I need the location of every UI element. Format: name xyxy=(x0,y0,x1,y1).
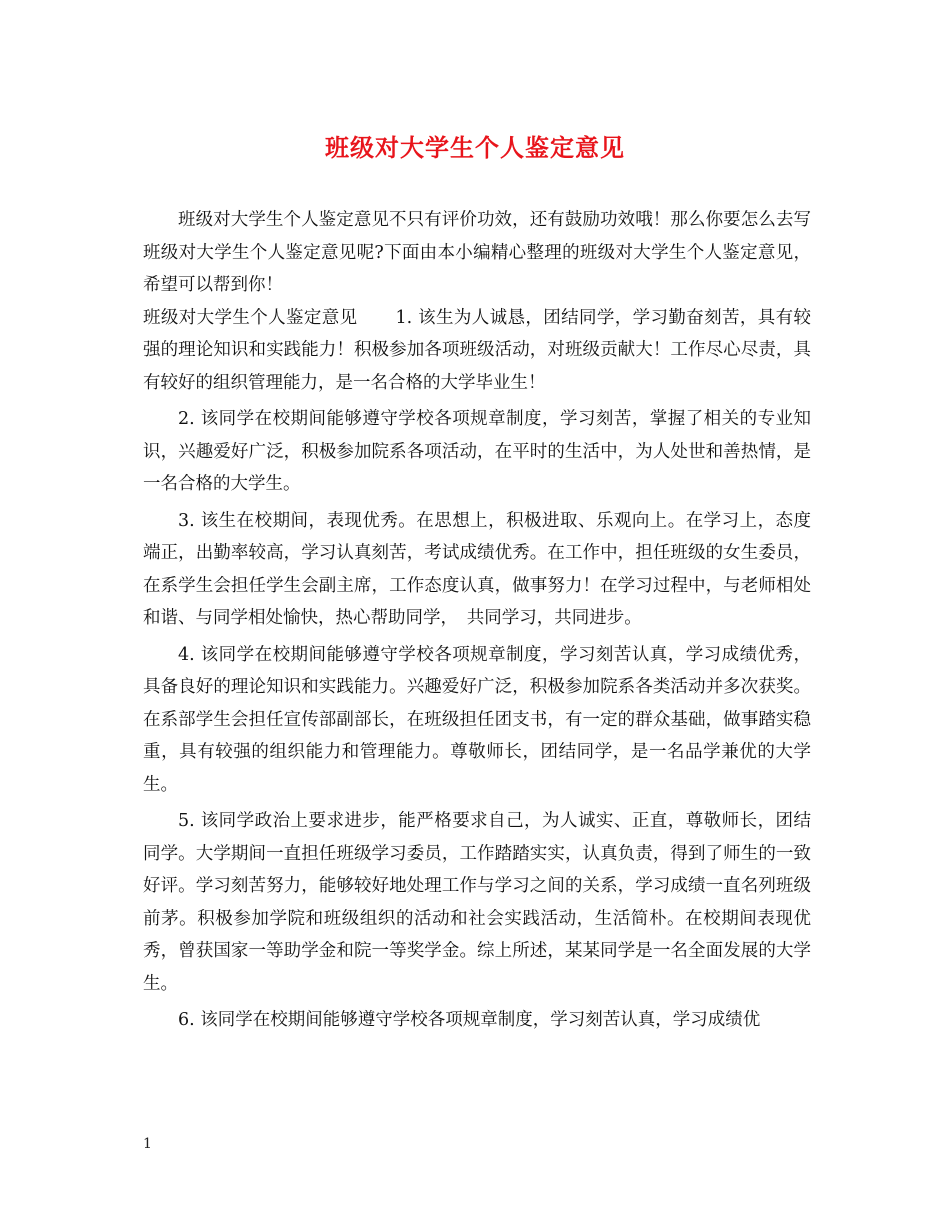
paragraph-item-1 xyxy=(143,302,811,400)
paragraph-item-6: 6. 该同学在校期间能够遵守学校各项规章制度，学习刻苦认真，学习成绩优 xyxy=(178,1010,761,1030)
paragraph-item-2: 2. 该同学在校期间能够遵守学校各项规章制度，学习刻苦，掌握了相关的专业知识，兴趣爱好广泛，积极参加院系各项活动，在平时的生活中，为人处世和善热情，是一名合格的大学生。 xyxy=(143,409,811,494)
paragraph-item-5: 5. 该同学政治上要求进步，能严格要求自己，为人诚实、正直，尊敬师长，团结同学。大学期间一直担任班级学习委员，工作踏踏实实，认真负责，得到了师生的一致好评。学习刻苦努力，能够较好地处理工作与学习之间的关系，学习成绩一直名列班级前茅。积极参加学院和班级组织的活动和社会实践活动，生活简朴。在校期间表现优秀，曾获国家一等助学金和院一等奖学金。综上所述，某某同学是一名全面发展的大学生。 xyxy=(143,811,811,994)
document-title: 班级对大学生个人鉴定意见 xyxy=(325,133,625,162)
paragraph-item-4: 4. 该同学在校期间能够遵守学校各项规章制度，学习刻苦认真，学习成绩优秀，具备良好的理论知识和实践能力。兴趣爱好广泛，积极参加院系各类活动并多次获奖。在系部学生会担任宣传部副部长，在班级担任团支书，有一定的群众基础，做事踏实稳重，具有较强的组织能力和管理能力。尊敬师长，团结同学，是一名品学兼优的大学生。 xyxy=(143,644,811,795)
section-heading: 班级对大学生个人鉴定意见 xyxy=(143,307,358,328)
document-body xyxy=(143,204,811,1041)
item-1-text: 1. 该生为人诚恳，团结同学，学习勤奋刻苦，具有较强的理论知识和实践能力！积极参加各项班级活动，对班级贡献大！工作尽心尽责，具有较好的组织管理能力，是一名合格的大学毕业生！ xyxy=(143,307,811,393)
intro-paragraph: 班级对大学生个人鉴定意见不只有评价功效，还有鼓励功效哦！那么你要怎么去写班级对大学生个人鉴定意见呢?下面由本小编精心整理的班级对大学生个人鉴定意见，希望可以帮到你！ xyxy=(143,210,811,295)
page-number: 1 xyxy=(143,1136,152,1152)
paragraph-item-3: 3. 该生在校期间，表现优秀。在思想上，积极进取、乐观向上。在学习上，态度端正，出勤率较高，学习认真刻苦，考试成绩优秀。在工作中，担任班级的女生委员，在系学生会担任学生会副主席，工作态度认真，做事努力！在学习过程中，与老师相处和谐、与同学相处愉快，热心帮助同学， 共同学习，共同进步。 xyxy=(143,510,811,628)
